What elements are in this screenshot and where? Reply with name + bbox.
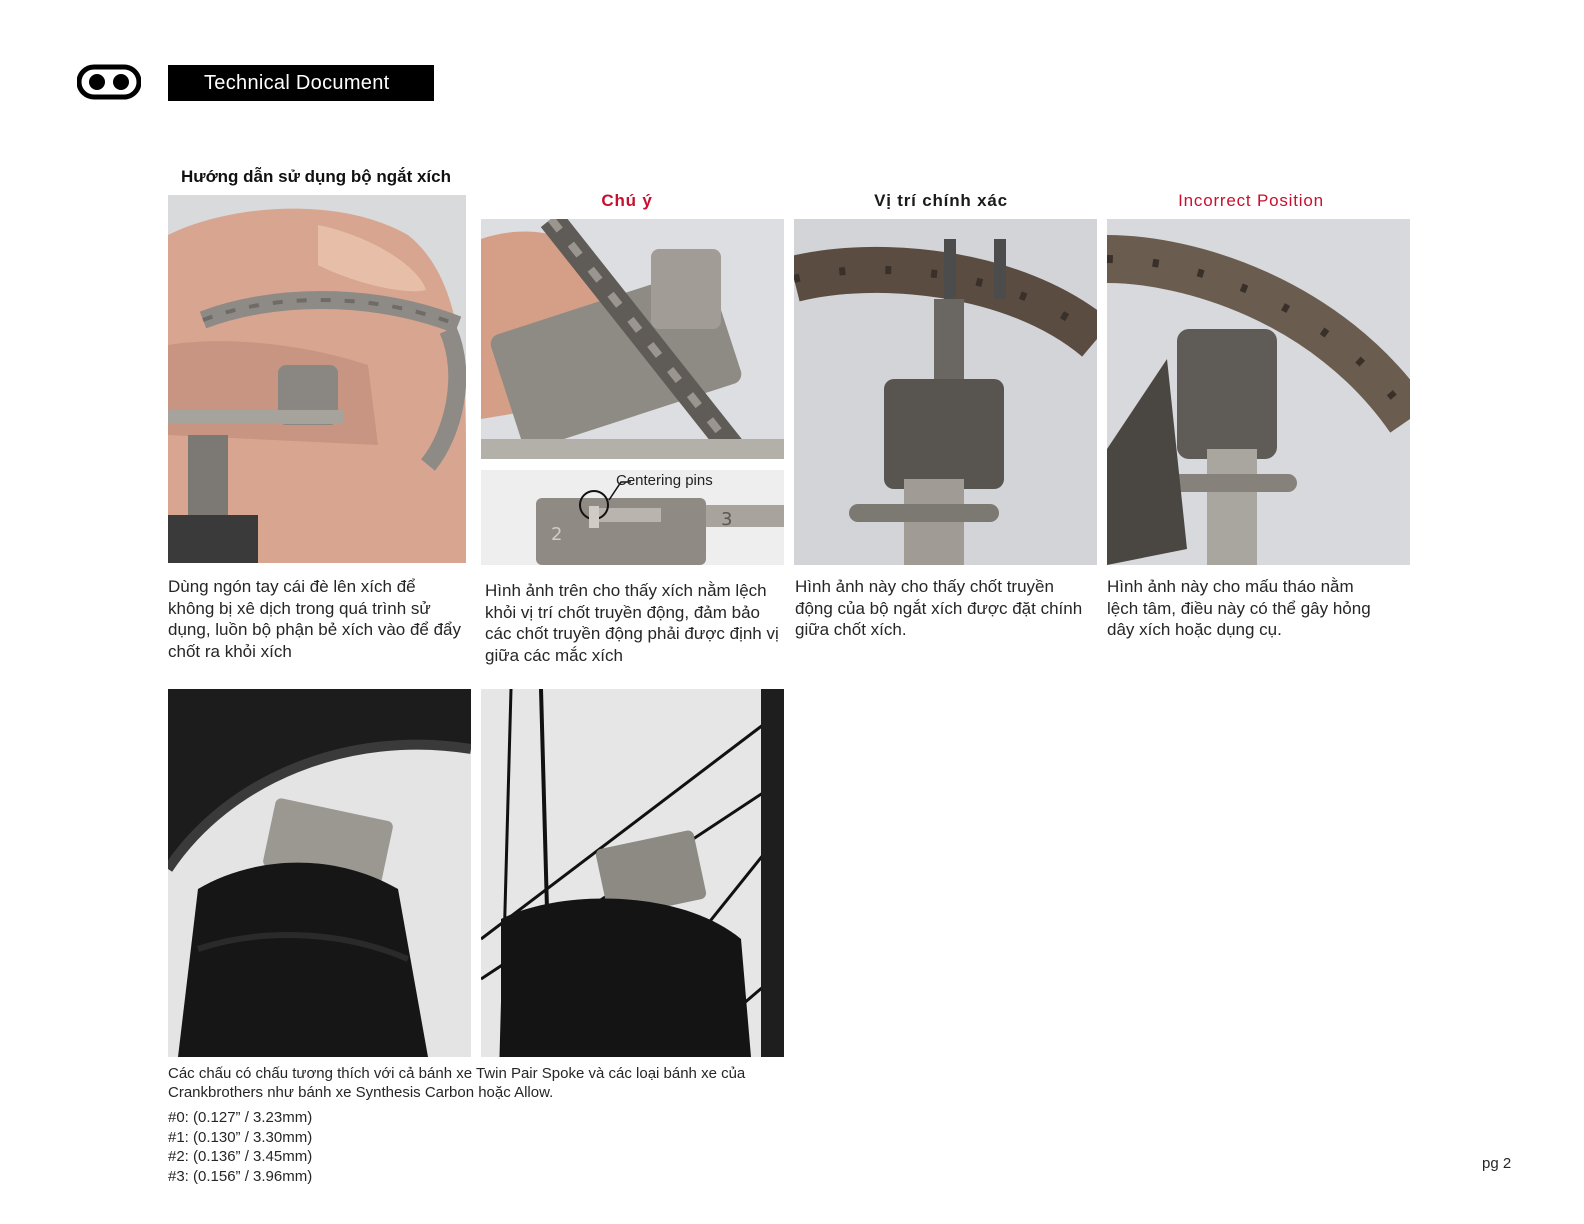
correct-position-photo (794, 219, 1097, 565)
svg-text:3: 3 (721, 509, 733, 530)
spoke-compatibility-note: Các chấu có chấu tương thích với cả bánh xe Twin Pair Spoke và các loại bánh xe của Crankbrothers như bánh xe Synthesis Carbon hoặc Allow. (168, 1065, 746, 1101)
chain-in-tool-photo (481, 219, 784, 459)
document-type-bar (168, 65, 434, 101)
incorrect-position-photo (1107, 219, 1410, 565)
caption-step2: Hình ảnh trên cho thấy xích nằm lệch khỏi vị trí chốt truyền động, đảm bảo các chốt truyền động phải được định vị giữa các mắc xích (485, 581, 779, 665)
caption-step1: Dùng ngón tay cái đè lên xích để không bị xê dịch trong quá trình sử dụng, luồn bộ phận bẻ xích vào để đẩy chốt ra khỏi xích (168, 577, 462, 661)
spoke-size-1: #1: (0.130” / 3.30mm) (168, 1128, 313, 1146)
svg-text:2: 2 (551, 524, 563, 545)
section-title: Hướng dẫn sử dụng bộ ngắt xích (181, 167, 451, 186)
spoke-wrench-spokes-photo (481, 689, 784, 1057)
document-type-label: Technical Document (204, 71, 390, 94)
centering-pins-label: Centering pins (616, 472, 713, 489)
heading-incorrect-position: Incorrect Position (1178, 191, 1324, 210)
spoke-size-2: #2: (0.136” / 3.45mm) (168, 1148, 313, 1165)
hand-holding-chain-tool-photo (168, 195, 466, 563)
heading-correct-position: Vị trí chính xác (874, 191, 1008, 210)
spoke-size-0: #0: (0.127” / 3.23mm) (168, 1109, 313, 1126)
spoke-size-3: #3: (0.156” / 3.96mm) (168, 1167, 313, 1185)
spoke-size-list (168, 1108, 312, 1186)
crankbrothers-logo-icon (77, 64, 141, 100)
centering-pins-photo (481, 470, 784, 565)
heading-attention: Chú ý (601, 191, 653, 210)
spoke-wrench-rim-photo (168, 689, 471, 1057)
caption-step4: Hình ảnh này cho mấu tháo nằm lệch tâm, điều này có thể gây hỏng dây xích hoặc dụng cụ. (1107, 577, 1371, 639)
caption-step3: Hình ảnh này cho thấy chốt truyền động của bộ ngắt xích được đặt chính giữa chốt xích. (795, 577, 1083, 639)
page-number: pg 2 (1482, 1155, 1512, 1172)
